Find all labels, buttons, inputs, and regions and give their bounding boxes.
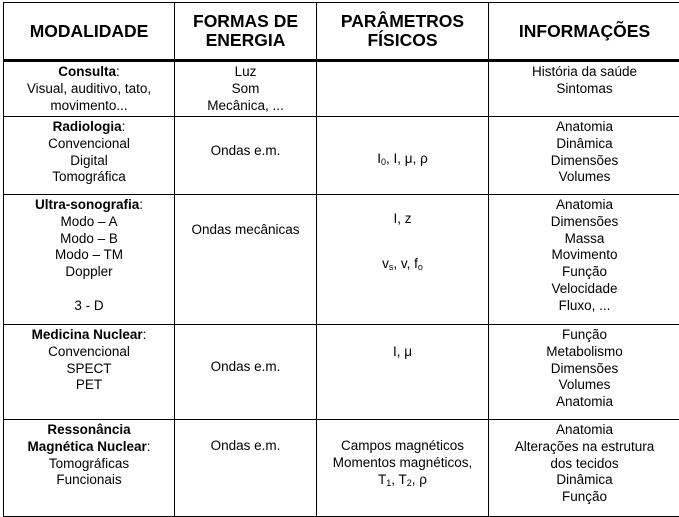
- cell-modalidade: Medicina Nuclear: Convencional SPECT PET: [4, 325, 175, 420]
- cell-parametros: Campos magnéticos Momentos magnéticos, $T_1$, $T_2$, ρ: [317, 420, 489, 517]
- cell-energia: Ondas e.m.: [175, 325, 317, 420]
- modality-title: Ultra-sonografia: [35, 197, 139, 212]
- table-row: [4, 420, 679, 517]
- cell-informacoes: História da saúde Sintomas: [489, 61, 679, 117]
- cell-parametros: I, μ: [317, 325, 489, 420]
- modality-title: Consulta: [58, 64, 116, 79]
- medical-imaging-table: [3, 2, 679, 517]
- cell-parametros: I, z $v_s$, v, $f_o$: [317, 195, 489, 325]
- header-parametros-fisicos: PARÂMETROS FÍSICOS: [317, 3, 489, 61]
- modality-title: Medicina Nuclear: [32, 327, 143, 342]
- cell-energia: Ondas mecânicas: [175, 195, 317, 325]
- cell-modalidade: Consulta: Visual, auditivo, tato, movimento...: [4, 61, 175, 117]
- modality-title: Ressonância: [4, 422, 174, 439]
- table-row: [4, 325, 679, 420]
- header-modalidade: MODALIDADE: [4, 3, 175, 61]
- cell-modalidade: Radiologia: Convencional Digital Tomográfica: [4, 117, 175, 195]
- cell-informacoes: Anatomia Dimensões Massa Movimento Função Velocidade Fluxo, ...: [489, 195, 679, 325]
- table-row: [4, 195, 679, 325]
- cell-modalidade: Ressonância Magnética Nuclear: Tomográficas Funcionais: [4, 420, 175, 517]
- header-row: [4, 3, 679, 61]
- cell-informacoes: Anatomia Alterações na estrutura dos tecidos Dinâmica Função: [489, 420, 679, 517]
- modality-title: Radiologia: [53, 119, 122, 134]
- cell-informacoes: Função Metabolismo Dimensões Volumes Anatomia: [489, 325, 679, 420]
- cell-parametros: [317, 61, 489, 117]
- cell-informacoes: Anatomia Dinâmica Dimensões Volumes: [489, 117, 679, 195]
- table-row: [4, 61, 679, 117]
- table-row: [4, 117, 679, 195]
- cell-energia: Ondas e.m.: [175, 420, 317, 517]
- header-formas-de-energia: FORMAS DE ENERGIA: [175, 3, 317, 61]
- cell-energia: Ondas e.m.: [175, 117, 317, 195]
- header-informacoes: INFORMAÇÕES: [489, 3, 679, 61]
- cell-parametros: $I_0$, I, μ, ρ: [317, 117, 489, 195]
- cell-energia: Luz Som Mecânica, ...: [175, 61, 317, 117]
- cell-modalidade: Ultra-sonografia: Modo – A Modo – B Modo – TM Doppler 3 - D: [4, 195, 175, 325]
